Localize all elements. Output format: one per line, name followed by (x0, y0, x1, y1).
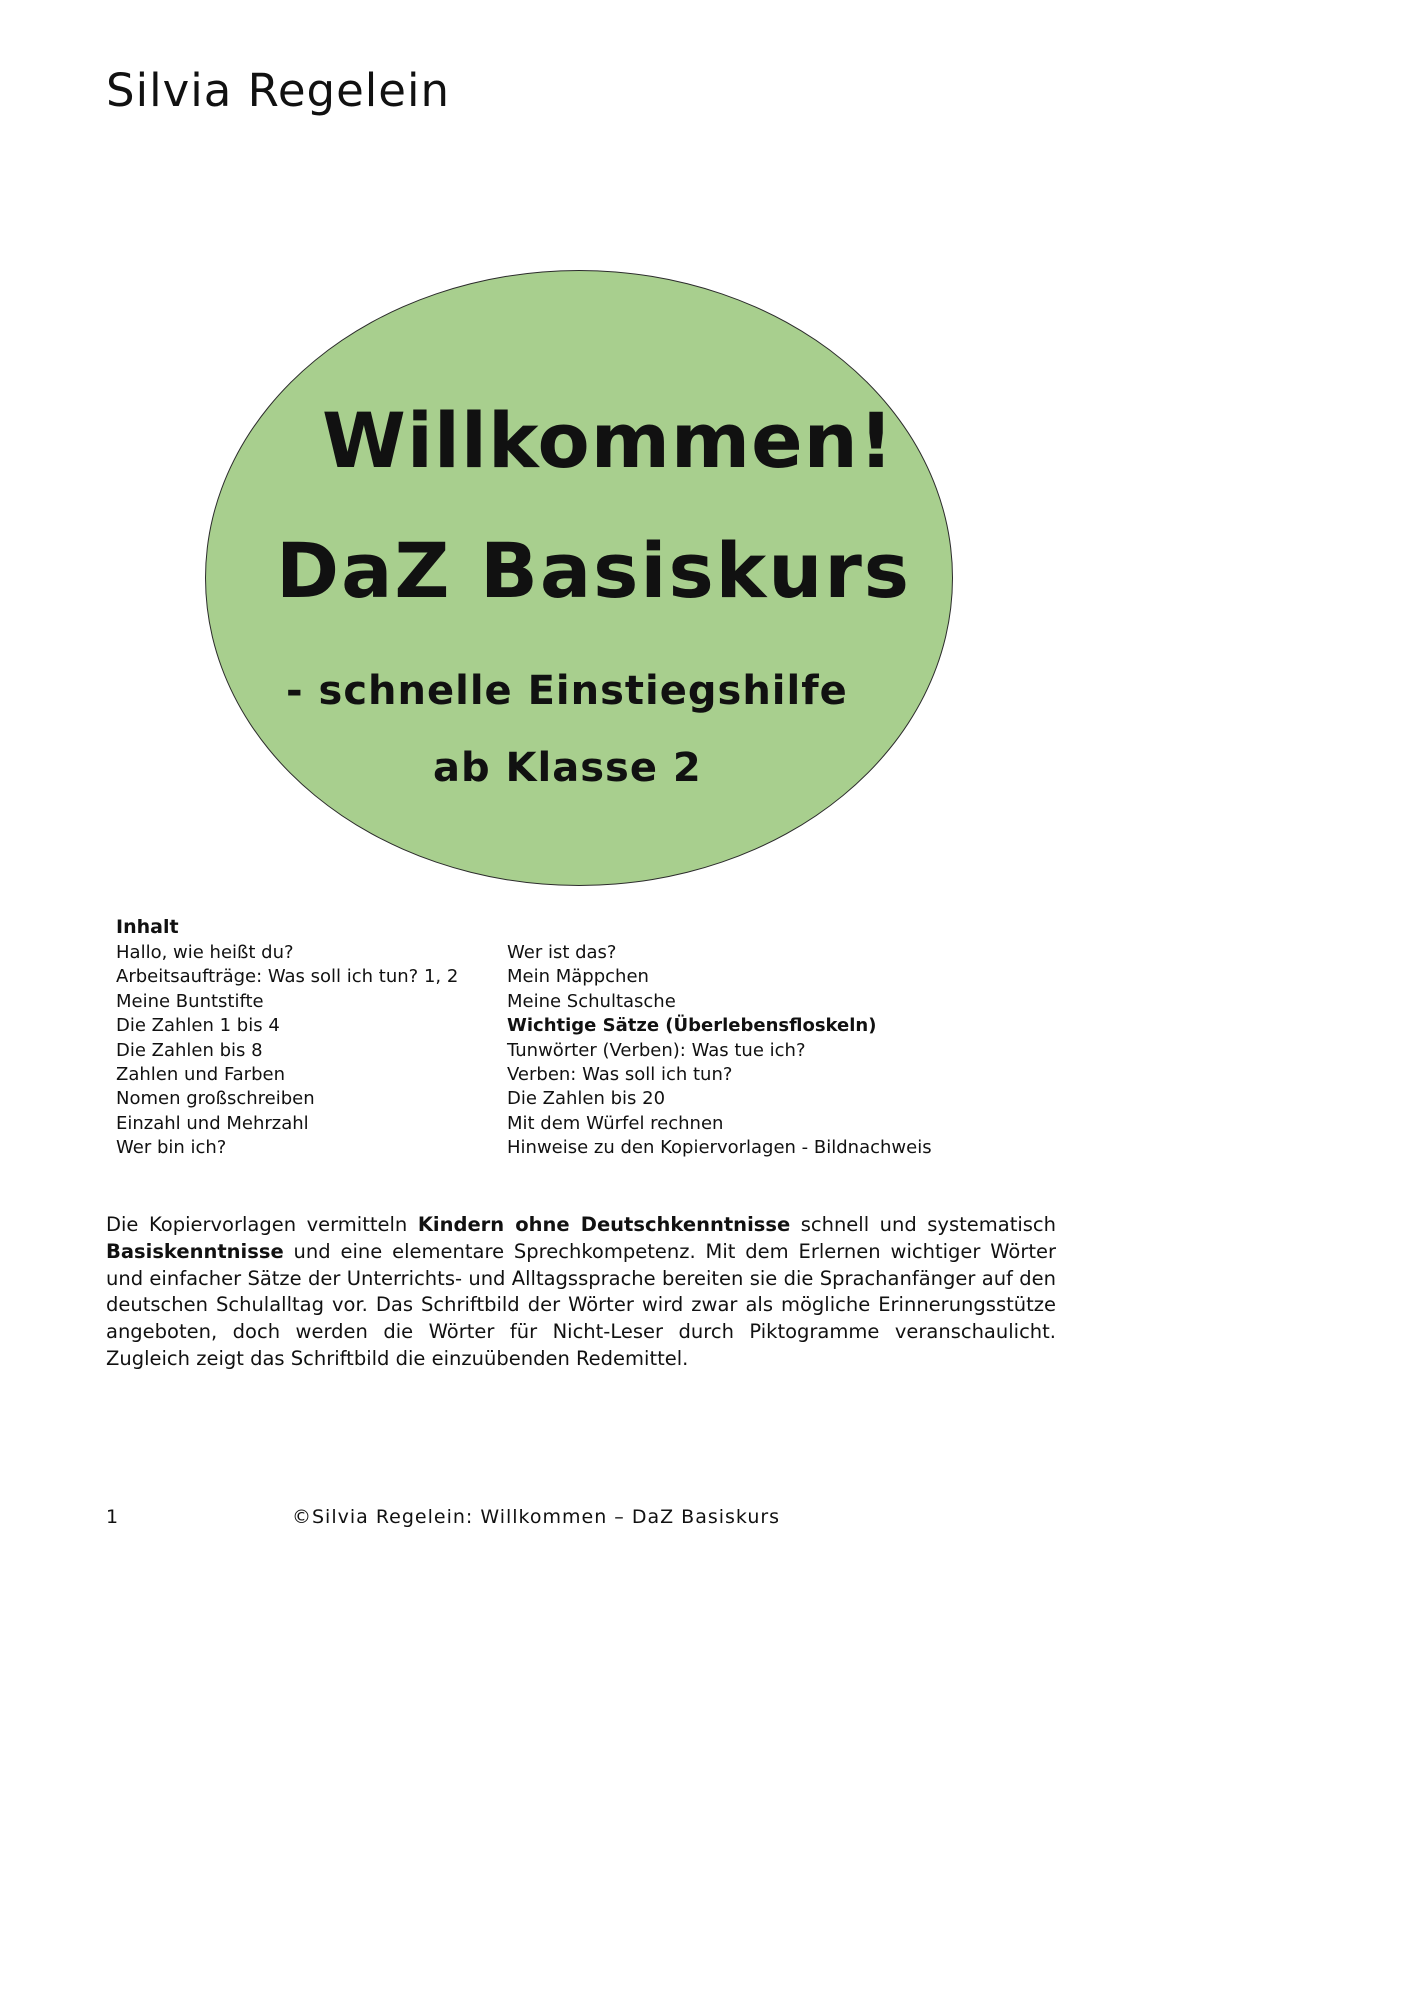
toc-item: Einzahl und Mehrzahl (116, 1112, 309, 1134)
toc-item: Zahlen und Farben (116, 1064, 285, 1086)
title-line-willkommen: Willkommen! (322, 396, 895, 485)
intro-text: schnell und systematisch (790, 1213, 1056, 1236)
subtitle-klasse: ab Klasse 2 (433, 745, 702, 791)
toc-item: Arbeitsaufträge: Was soll ich tun? 1, 2 (116, 966, 459, 988)
toc-item: Mit dem Würfel rechnen (507, 1112, 724, 1134)
toc-item: Hallo, wie heißt du? (116, 942, 294, 963)
toc-item-highlighted: Wichtige Sätze (Überlebensfloskeln) (507, 1015, 877, 1037)
toc-item: Wer bin ich? (116, 1137, 227, 1159)
intro-text: Die Kopiervorlagen vermitteln (106, 1213, 418, 1236)
toc-item: Die Zahlen bis 20 (507, 1088, 666, 1110)
toc-item: Tunwörter (Verben): Was tue ich? (507, 1039, 806, 1061)
toc-item: Nomen großschreiben (116, 1088, 315, 1110)
toc-left-column (116, 941, 458, 1161)
toc-item: Verben: Was soll ich tun? (507, 1064, 733, 1086)
title-line-daz-basiskurs: DaZ Basiskurs (276, 526, 912, 615)
toc-item: Wer ist das? (507, 942, 617, 963)
page-number: 1 (106, 1506, 119, 1528)
intro-paragraph (106, 1212, 1056, 1373)
intro-emphasis: Basiskenntnisse (106, 1239, 284, 1263)
toc-item: Meine Buntstifte (116, 990, 264, 1012)
intro-text: und eine elementare Sprechkompetenz. Mit dem Erlernen wichtiger Wörter und einfacher Sätze der Unterrichts- und Alltagssprache bereiten sie die Sprachanfänger auf den deutschen Schulalltag vor. Das Schriftbild der Wörter wird zwar als mögliche Erinnerungsstütze angeboten, doch werden die Wörter für Nicht-Leser durch Piktogramme veranschaulicht. Zugleich zeigt das Schriftbild die einzuübenden Redemittel. (106, 1239, 1056, 1370)
toc-item: Die Zahlen 1 bis 4 (116, 1015, 280, 1037)
footer-copyright: ©Silvia Regelein: Willkommen – DaZ Basiskurs (292, 1506, 781, 1528)
toc-heading: Inhalt (116, 916, 179, 938)
toc-item: Mein Mäppchen (507, 966, 649, 988)
author-name: Silvia Regelein (106, 64, 450, 117)
toc-item: Die Zahlen bis 8 (116, 1039, 263, 1061)
subtitle-einstiegshilfe: - schnelle Einstiegshilfe (286, 668, 848, 714)
intro-emphasis: Kindern ohne Deutschkenntnisse (417, 1213, 791, 1236)
toc-item: Hinweise zu den Kopiervorlagen - Bildnachweis (507, 1137, 932, 1159)
toc-right-column (507, 941, 932, 1161)
toc-item: Meine Schultasche (507, 990, 676, 1012)
